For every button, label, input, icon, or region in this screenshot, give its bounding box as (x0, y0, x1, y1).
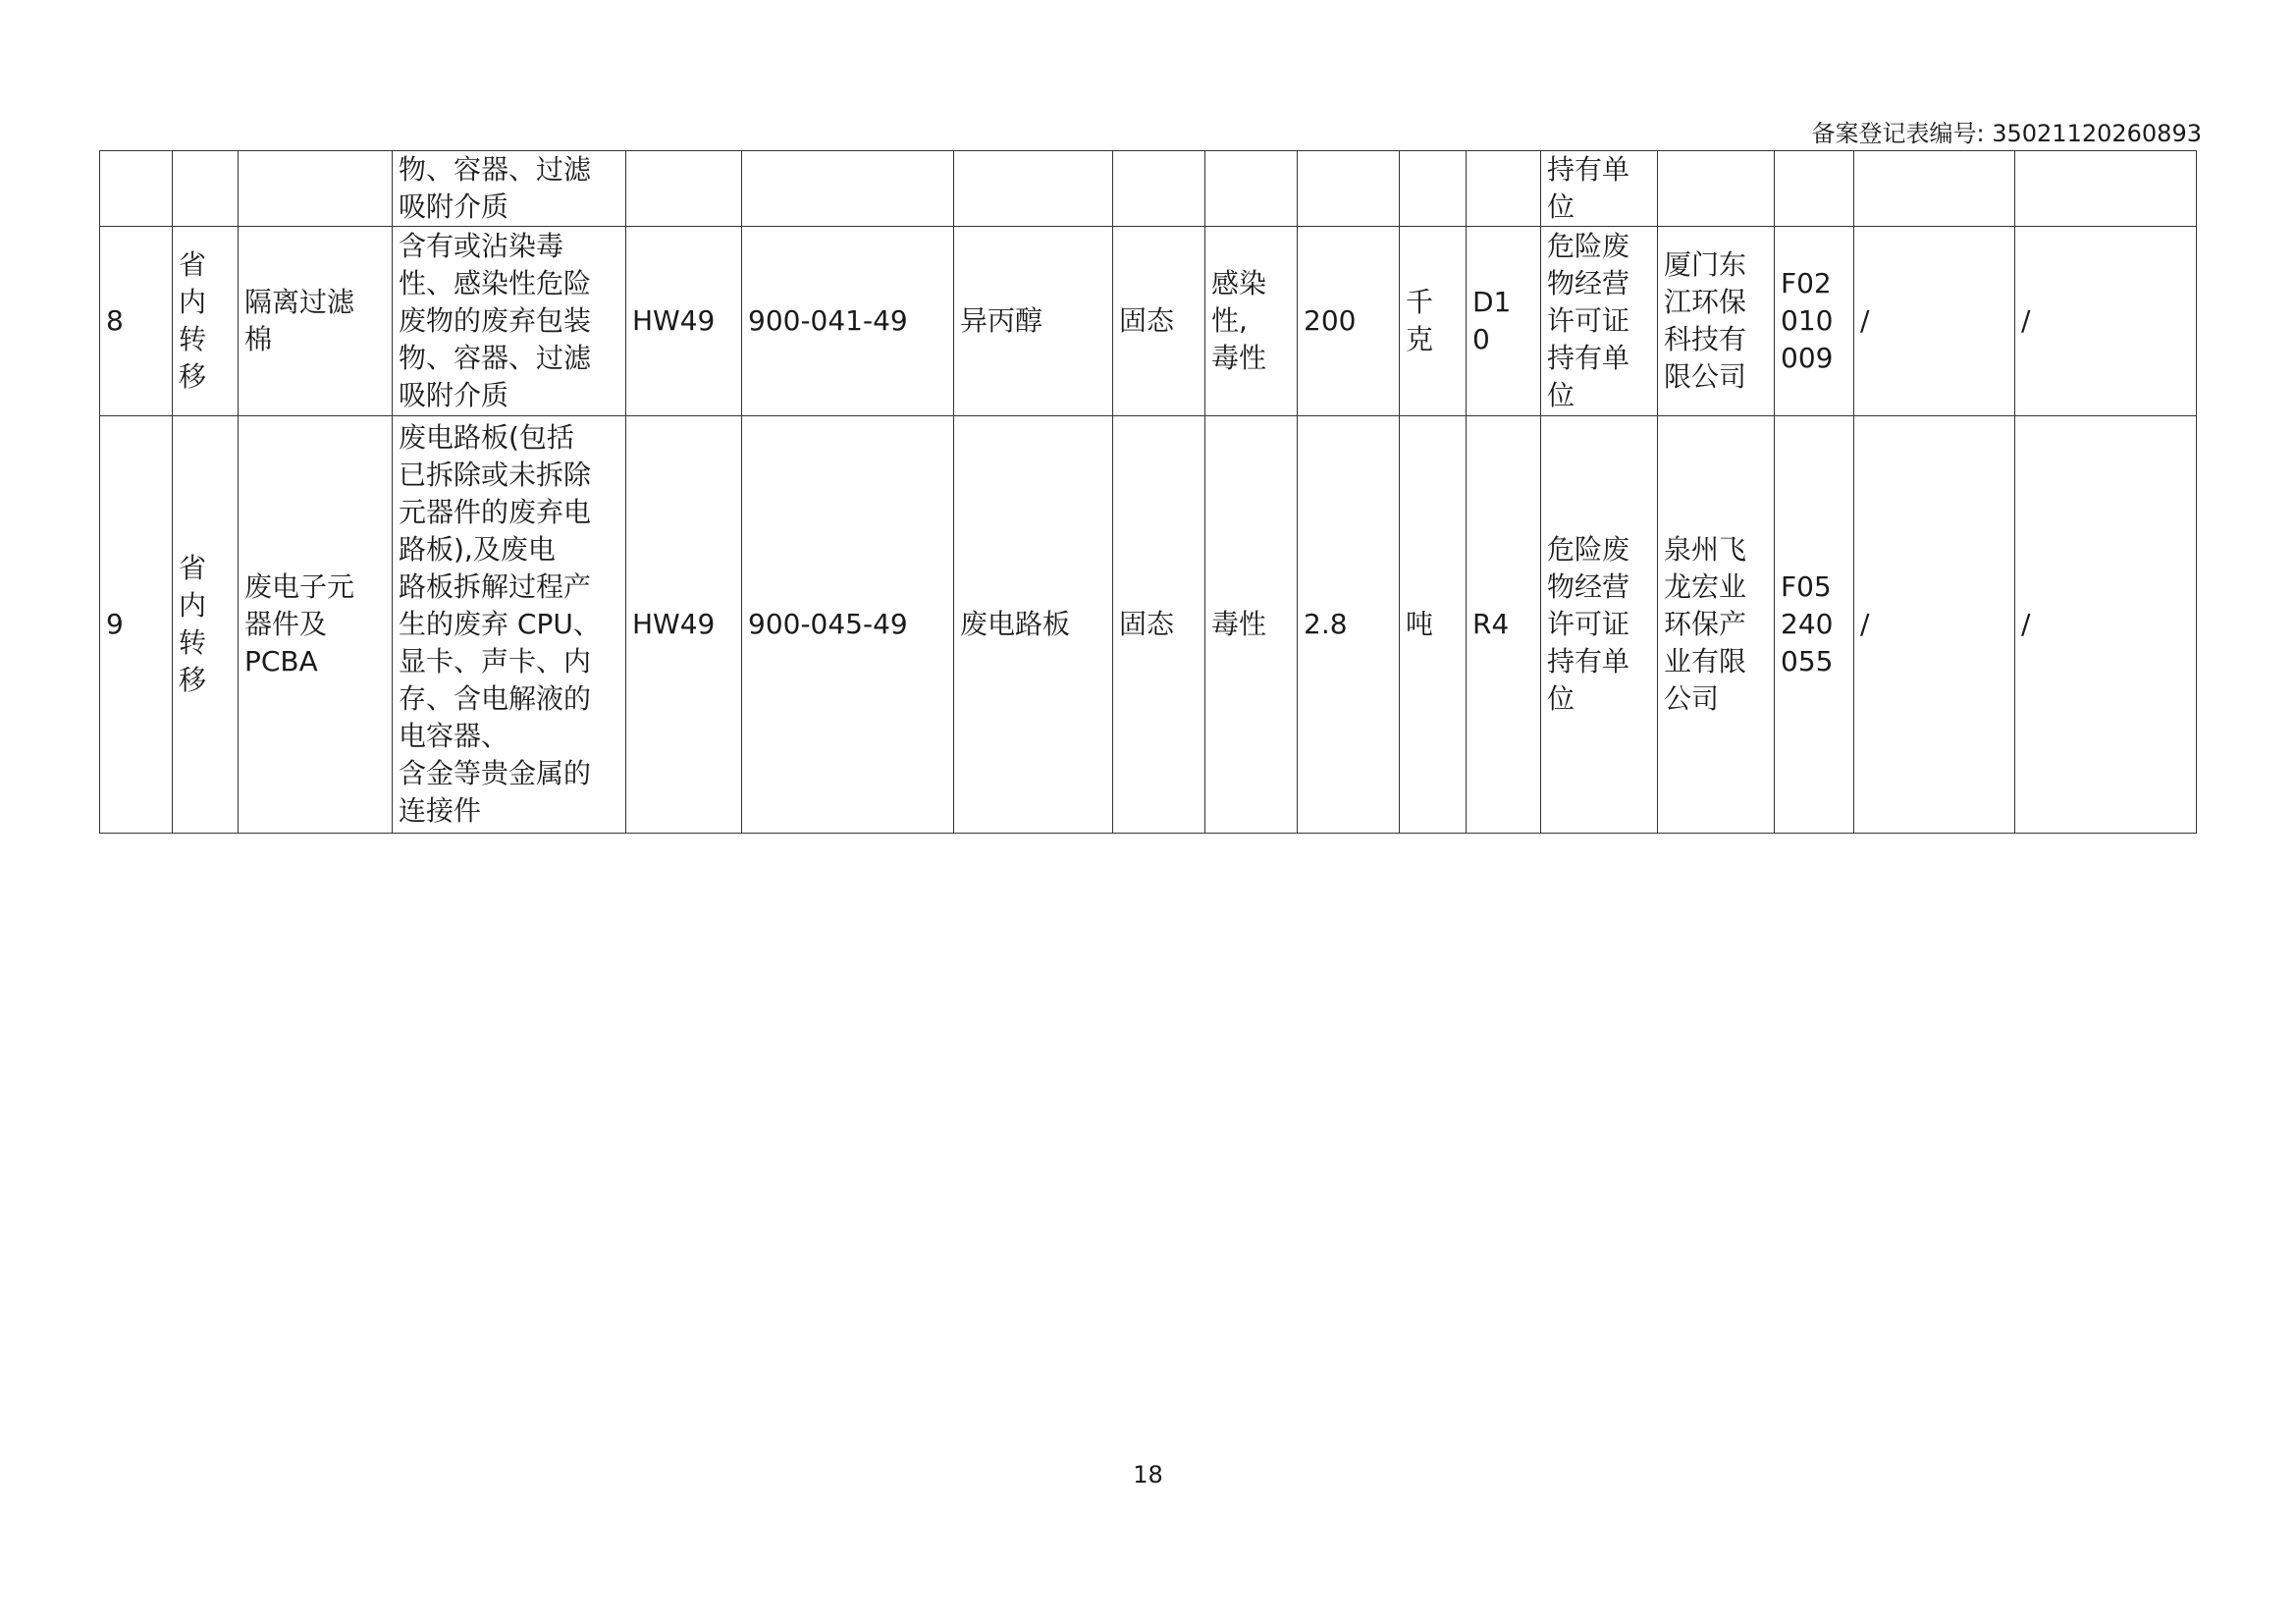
hazard-property: 感染 性, 毒性 (1205, 227, 1298, 416)
waste-code (742, 151, 954, 227)
unit: 千 克 (1400, 227, 1467, 416)
quantity: 200 (1298, 227, 1400, 416)
receiver-name: 厦门东 江环保 科技有 限公司 (1658, 227, 1775, 416)
row-number (100, 151, 173, 227)
receiver-name (1658, 151, 1775, 227)
hazardous-component: 异丙醇 (954, 227, 1113, 416)
table-row (100, 227, 2197, 416)
disposal-method: D1 0 (1467, 227, 1541, 416)
license-number (1775, 151, 1854, 227)
waste-description: 废电路板(包括 已拆除或未拆除 元器件的废弃电 路板),及废电 路板拆解过程产 生的废弃 CPU、 显卡、声卡、内 存、含电解液的 电容器、 含金等贵金属的 连接件 (393, 416, 626, 834)
waste-name (239, 151, 393, 227)
transfer-type: 省 内 转 移 (173, 227, 239, 416)
row-number: 8 (100, 227, 173, 416)
receiver-name: 泉州飞 龙宏业 环保产 业有限 公司 (1658, 416, 1775, 834)
registration-label: 备案登记表编号: (1811, 120, 1985, 147)
transfer-type: 省 内 转 移 (173, 416, 239, 834)
waste-category: HW49 (626, 416, 742, 834)
extra-column-2 (2015, 151, 2197, 227)
waste-category (626, 151, 742, 227)
receiver-qualification: 危险废 物经营 许可证 持有单 位 (1541, 227, 1658, 416)
hazard-property: 毒性 (1205, 416, 1298, 834)
physical-form: 固态 (1113, 227, 1205, 416)
waste-description: 含有或沾染毒 性、感染性危险 废物的废弃包装 物、容器、过滤 吸附介质 (393, 227, 626, 416)
hazardous-waste-table (99, 150, 2197, 834)
hazard-property (1205, 151, 1298, 227)
physical-form (1113, 151, 1205, 227)
waste-category: HW49 (626, 227, 742, 416)
quantity (1298, 151, 1400, 227)
transfer-type (173, 151, 239, 227)
disposal-method (1467, 151, 1541, 227)
quantity: 2.8 (1298, 416, 1400, 834)
registration-number (1811, 114, 2202, 148)
receiver-qualification: 持有单 位 (1541, 151, 1658, 227)
disposal-method: R4 (1467, 416, 1541, 834)
unit: 吨 (1400, 416, 1467, 834)
waste-name: 隔离过滤 棉 (239, 227, 393, 416)
extra-column-1 (1854, 151, 2015, 227)
license-number: F02 010 009 (1775, 227, 1854, 416)
waste-description: 物、容器、过滤 吸附介质 (393, 151, 626, 227)
hazardous-component (954, 151, 1113, 227)
row-number: 9 (100, 416, 173, 834)
extra-column-2: / (2015, 227, 2197, 416)
extra-column-1: / (1854, 227, 2015, 416)
physical-form: 固态 (1113, 416, 1205, 834)
waste-code: 900-045-49 (742, 416, 954, 834)
extra-column-1: / (1854, 416, 2015, 834)
table-row (100, 151, 2197, 227)
waste-code: 900-041-49 (742, 227, 954, 416)
hazardous-component: 废电路板 (954, 416, 1113, 834)
unit (1400, 151, 1467, 227)
extra-column-2: / (2015, 416, 2197, 834)
page-number: 18 (1133, 1461, 1163, 1489)
waste-name: 废电子元 器件及 PCBA (239, 416, 393, 834)
table-row (100, 416, 2197, 834)
registration-value: 35021120260893 (1992, 120, 2202, 147)
license-number: F05 240 055 (1775, 416, 1854, 834)
receiver-qualification: 危险废 物经营 许可证 持有单 位 (1541, 416, 1658, 834)
